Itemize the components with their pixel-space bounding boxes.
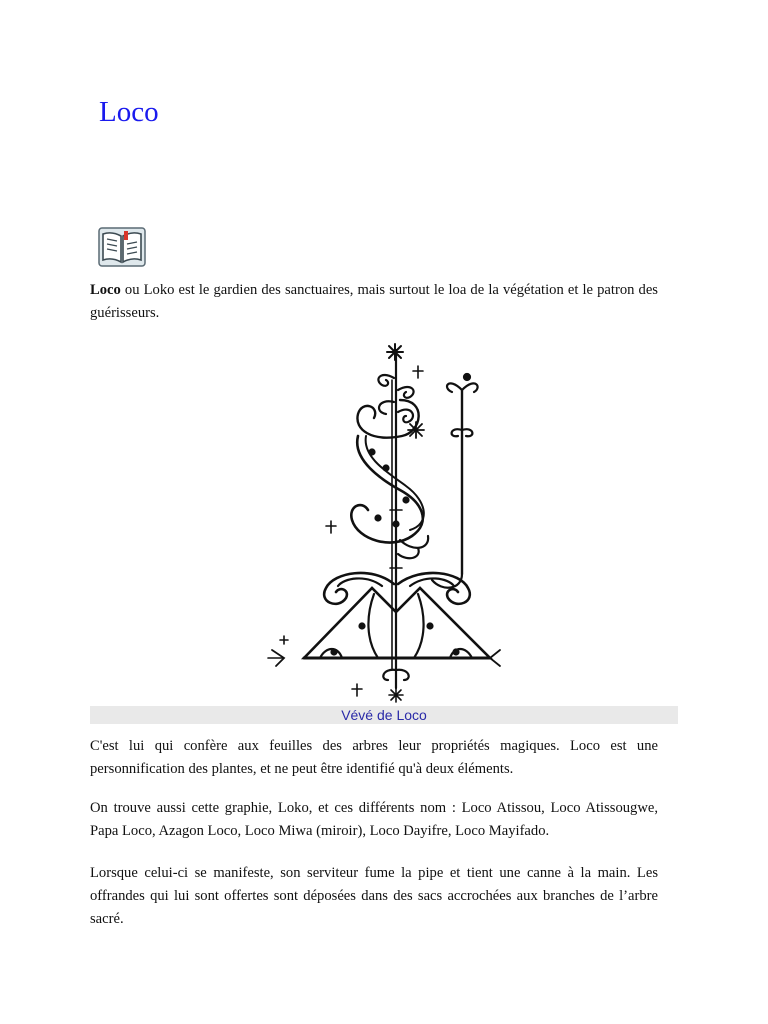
veve-de-loco-image bbox=[262, 340, 508, 704]
paragraph-names: On trouve aussi cette graphie, Loko, et ces différents nom : Loco Atissou, Loco Atissougwe, Papa Loco, Azagon Loco, Loco Miwa (miroir), Loco Dayifre, Loco Mayifado. bbox=[90, 800, 658, 839]
paragraph-properties: C'est lui qui confère aux feuilles des arbres leur propriétés magiques. Loco est une personnification des plantes, et ne peut être identifié qu'à deux éléments. bbox=[90, 738, 658, 777]
open-book-icon bbox=[97, 226, 147, 268]
page-title: Loco bbox=[99, 96, 159, 128]
intro-bold-name: Loco bbox=[90, 282, 121, 298]
intro-paragraph bbox=[90, 279, 658, 325]
paragraph-manifestation: Lorsque celui-ci se manifeste, son serviteur fume la pipe et tient une canne à la main. Les offrandes qui lui sont offertes sont déposées dans des sacs accrochées aux branches de l’arbre sacré. bbox=[90, 865, 658, 927]
figure-caption: Vévé de Loco bbox=[90, 706, 678, 724]
intro-text: ou Loko est le gardien des sanctuaires, mais surtout le loa de la végétation et le patron des guérisseurs. bbox=[90, 282, 658, 321]
star-icon bbox=[387, 344, 403, 360]
